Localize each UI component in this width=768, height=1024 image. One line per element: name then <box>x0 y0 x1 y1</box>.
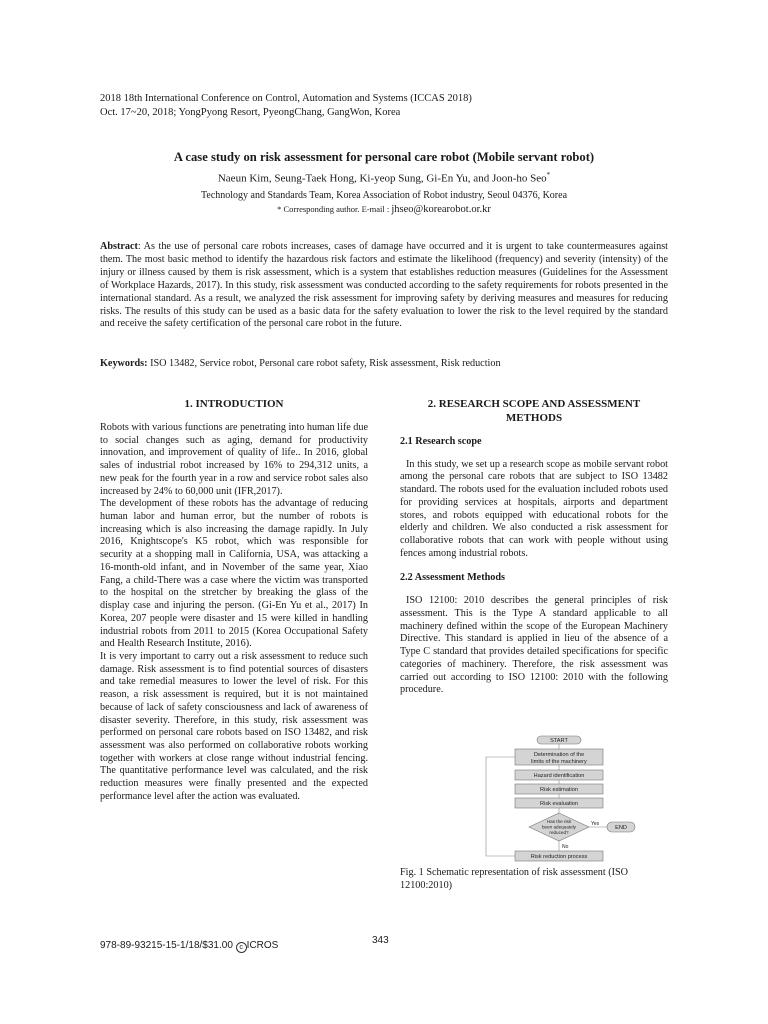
abstract-label: Abstract <box>100 241 138 252</box>
introduction-section <box>100 397 368 804</box>
introduction-heading: 1. INTRODUCTION <box>184 398 284 410</box>
conference-header <box>100 92 472 119</box>
flow-determination-line1: Determination of the <box>533 752 585 758</box>
corresponding-label: * Corresponding author. E-mail : <box>277 204 392 214</box>
flow-reduction-label: Risk reduction process <box>530 854 588 861</box>
flow-decision-line2: been adequately <box>542 824 576 830</box>
page-number: 343 <box>372 935 389 946</box>
assessment-methods-heading: 2.2 Assessment Methods <box>400 572 505 584</box>
corresponding-mark: * <box>546 171 551 179</box>
research-scope-heading: 2.1 Research scope <box>400 436 482 447</box>
affiliation: Technology and Standards Team, Korea Association of Robot industry, Seoul 04376, Korea <box>200 190 568 201</box>
paper-title: A case study on risk assessment for personal care robot (Mobile servant robot) <box>173 150 595 164</box>
flow-evaluation-label: Risk evaluation <box>540 801 578 808</box>
research-scope-section <box>400 397 668 697</box>
figure-1-caption: Fig. 1 Schematic representation of risk assessment (ISO 12100:2010) <box>400 867 629 891</box>
introduction-paragraph-3: It is very important to carry out a risk assessment to reduce such damage. Risk assessment is to find potential sources of disasters and take remedial measures to lower the level of risk. For this reason, a risk assessment is required, but it is not maintained because of lack of safety consciousness and lack of awareness of disaster severity. Therefore, in this study, risk assessment was performed on personal care robots based on ISO 13482, and risk assessment was also performed on collaborative robots working together with workers at close range without industrial fencing. The quantitative performance level was calculated, and the risk reduction measures were finally presented and the expected performance level after the action was evaluated. <box>100 650 368 802</box>
author-list <box>0 171 768 185</box>
conference-name: 2018 18th International Conference on Control, Automation and Systems (ICCAS 2018) <box>100 93 472 104</box>
introduction-paragraph-1: Robots with various functions are penetrating into human life due to social changes such as aging, demand for productivity innovation, and improvement of quality of life.. In 2016, global sales of industrial robot increased by 16% to 294,312 units, a new peak for the fourth year in a row and service robot sales also increased by 24% to 60,000 unit (IFR,2017). <box>100 422 368 497</box>
abstract <box>100 241 668 331</box>
flow-hazard-label: Hazard identification <box>533 773 585 780</box>
keywords <box>100 357 668 370</box>
flow-estimation-label: Risk estimation <box>540 787 578 794</box>
publisher-name: ICROS <box>246 940 279 951</box>
flow-yes-label: Yes <box>591 821 600 827</box>
abstract-text: : As the use of personal care robots increases, cases of damage have occurred and it is urgent to take countermeasures against them. The most basic method to identify the hazardous risk factors and estimate the likelihood (frequency) and severity (intensity) of the injury or illness caused by them is risk assessment, which is a system that establishes reduction measures (Guidelines for the Assessment of Workplace Hazards, 2017). In this study, risk assessment was conducted according to the safety requirements for robots presented in the international standard. As a result, we analyzed the risk assessment for improving safety by deriving measures and measures for reducing risks. The results of this study can be used as a basic data for the safety evaluation to lower the risk to the level required by the standard and receive the safety certification of the personal care robot in the future. <box>100 241 668 330</box>
copyright-symbol: c <box>236 942 247 953</box>
keywords-label: Keywords: <box>100 358 148 369</box>
flow-no-label: No <box>562 844 569 850</box>
flow-decision-line3: reduced? <box>549 830 569 835</box>
author-names: Naeun Kim, Seung-Taek Hong, Ki-yeop Sung, Gi-En Yu, and Joon-ho Seo <box>217 172 547 185</box>
corresponding-author <box>0 204 768 215</box>
flow-determination-line2: limits of the machinery <box>531 759 587 765</box>
flow-decision-line1: Has the risk <box>546 819 572 824</box>
assessment-methods-text: ISO 12100: 2010 describes the general principles of risk assessment. This is the Type A standard applicable to all machinery defined within the scope of the European Machinery Directive. This standard is applied in lieu of the absence of a Type C standard that provides detailed specifications for specific categories of machinery. Therefore, the risk assessment was carried out according to ISO 12100: 2010 with the following procedure. <box>400 595 668 696</box>
research-scope-text: In this study, we set up a research scope as mobile servant robot among the personal care robots that are subject to ISO 13482 standard. The robots used for the evaluation included robots used for providing services at hospitals, airports and department stores, and robots equipped with educational robots for the elderly and children. We also conducted a risk assessment for collaborative robots that can work with people without using fences among industrial robots. <box>400 458 668 559</box>
risk-assessment-flowchart <box>483 735 653 863</box>
section2-heading: 2. RESEARCH SCOPE AND ASSESSMENT METHODS <box>427 398 641 424</box>
keywords-text: ISO 13482, Service robot, Personal care robot safety, Risk assessment, Risk reduction <box>147 358 501 369</box>
flow-start-label: START <box>550 738 568 745</box>
isbn-text: 978-89-93215-15-1/18/$31.00 <box>100 940 236 951</box>
introduction-paragraph-2: The development of these robots has the advantage of reducing human labor and human error, but the number of robots is increasing which is also increasing the damage rapidly. In July 2016, Knightscope's K5 robot, which was responsible for security at a shopping mall in California, USA, was attacking a 16-month-old infant, and in November of the same year, Xiao Fang, a child-There was a case where the victim was transported to the hospital on the stretcher by breaking the glass of the display case and injuring the person. (Gi-En Yu et al., 2017) In Korea, 207 people were disaster and 15 were killed in handling industrial robots from 2011 to 2015 (Korea Occupational Safety and Health Research Institute, 2016). <box>100 498 368 650</box>
isbn-footer <box>100 940 278 953</box>
conference-date-venue: Oct. 17~20, 2018; YongPyong Resort, PyeongChang, GangWon, Korea <box>100 106 401 118</box>
flow-end-label: END <box>615 825 627 832</box>
email-address: jhseo@korearobot.or.kr <box>391 204 491 215</box>
